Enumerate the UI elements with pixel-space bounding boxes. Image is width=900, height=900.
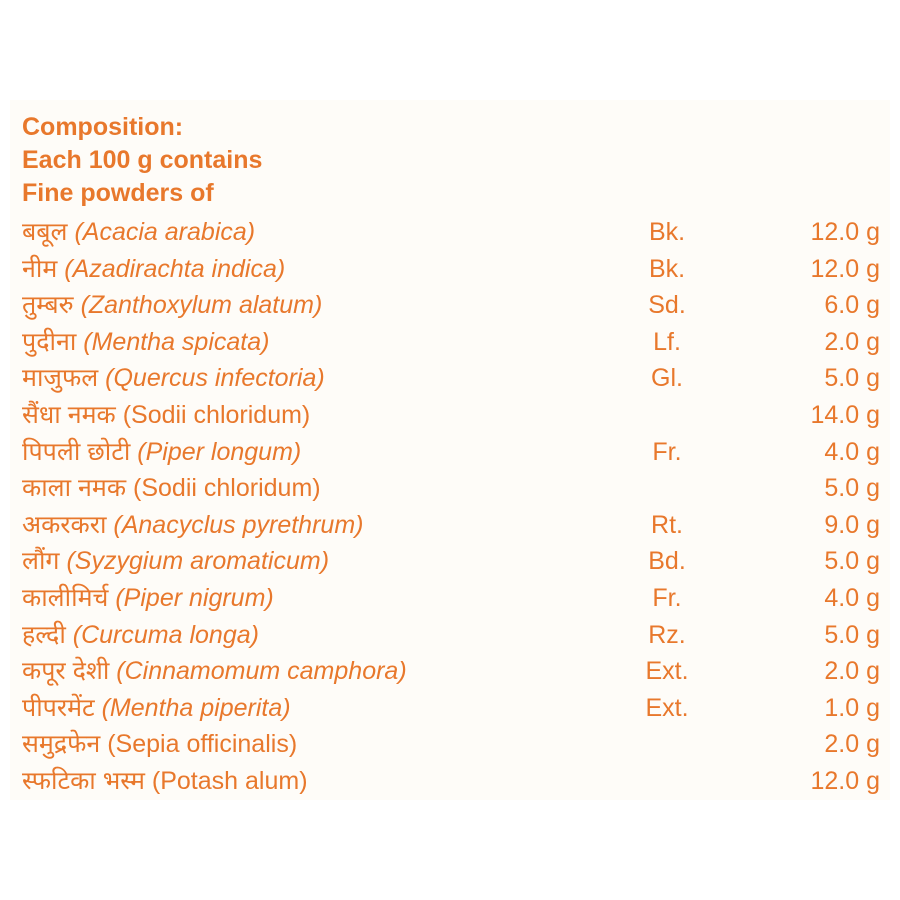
ingredient-latin: (Sepia officinalis) [107,730,298,759]
ingredient-hindi: पीपरमेंट [22,693,95,722]
ingredient-quantity: 12.0 g [810,218,880,246]
ingredient-name [22,507,363,543]
ingredient-quantity: 5.0 g [824,364,880,393]
ingredient-part: Ext. [645,657,689,686]
ingredient-name [22,580,274,616]
ingredient-row [0,324,900,361]
ingredient-part: Bk. [648,254,686,283]
ingredient-quantity: 12.0 g [810,254,880,283]
ingredient-latin: (Syzygium aromaticum) [66,547,330,576]
ingredient-quantity: 2.0 g [824,657,880,686]
ingredient-name [22,763,308,799]
ingredient-hindi: सैंधा नमक [22,400,116,429]
ingredient-quantity: 5.0 g [824,474,880,503]
ingredient-latin: (Anacyclus pyrethrum) [113,510,364,539]
ingredient-row [0,653,900,690]
ingredient-quantity: 4.0 g [824,583,880,612]
ingredient-name [22,726,297,762]
ingredient-quantity: 14.0 g [810,400,880,429]
ingredient-row [0,763,900,800]
ingredient-name [22,324,269,360]
ingredient-hindi: समुद्रफेन [22,730,101,759]
ingredient-quantity: 2.0 g [824,730,880,759]
ingredient-quantity: 5.0 g [824,620,880,649]
ingredient-quantity: 5.0 g [824,547,880,576]
ingredient-row [0,287,900,324]
ingredient-hindi: माजुफल [22,364,99,393]
ingredient-row [0,690,900,727]
ingredient-hindi: काला नमक [22,474,127,503]
ingredient-hindi: नीम [22,254,58,283]
composition-subtitle: Each 100 g contains [22,146,263,174]
ingredient-name [22,214,255,250]
ingredient-latin: (Azadirachta indica) [64,254,286,283]
composition-intro: Fine powders of [22,179,214,207]
ingredient-name [22,360,325,396]
ingredient-hindi: अकरकरा [22,510,107,539]
ingredient-latin: (Sodii chloridum) [133,474,321,503]
ingredient-row [0,251,900,288]
ingredient-hindi: लौंग [22,547,60,576]
ingredient-part: Fr. [652,583,682,612]
ingredient-quantity: 12.0 g [810,766,880,795]
ingredient-latin: (Mentha spicata) [83,327,270,356]
ingredient-latin: (Curcuma longa) [72,620,259,649]
ingredient-part: Bk. [648,218,686,246]
ingredient-list [0,214,900,800]
ingredient-part: Sd. [648,291,686,320]
ingredient-part: Fr. [652,437,682,466]
ingredient-row [0,726,900,763]
ingredient-latin: (Piper nigrum) [115,583,274,612]
ingredient-part: Rz. [648,620,686,649]
ingredient-quantity: 1.0 g [824,693,880,722]
ingredient-latin: (Piper longum) [137,437,302,466]
ingredient-hindi: हल्दी [22,620,66,649]
ingredient-name [22,397,310,433]
ingredient-hindi: कालीमिर्च [22,583,109,612]
ingredient-part: Rt. [651,510,683,539]
ingredient-row [0,434,900,471]
ingredient-hindi: पिपली छोटी [22,437,131,466]
ingredient-latin: (Mentha piperita) [101,693,291,722]
ingredient-name [22,434,301,470]
composition-title: Composition: [22,113,184,141]
ingredient-hindi: कपूर देशी [22,657,110,686]
ingredient-name [22,690,291,726]
ingredient-quantity: 4.0 g [824,437,880,466]
ingredient-name [22,287,322,323]
ingredient-name [22,251,285,287]
ingredient-row [0,543,900,580]
ingredient-hindi: स्फटिका भस्म [22,766,145,795]
ingredient-latin: (Potash alum) [151,766,308,795]
ingredient-name [22,543,329,579]
ingredient-part: Bd. [648,547,686,576]
ingredient-quantity: 6.0 g [824,291,880,320]
ingredient-latin: (Zanthoxylum alatum) [80,291,323,320]
ingredient-latin: (Acacia arabica) [74,218,256,246]
ingredient-row [0,360,900,397]
ingredient-row [0,214,900,251]
ingredient-quantity: 9.0 g [824,510,880,539]
ingredient-part: Ext. [645,693,689,722]
ingredient-hindi: तुम्बरु [22,291,74,320]
ingredient-row [0,617,900,654]
ingredient-quantity: 2.0 g [824,327,880,356]
ingredient-part: Lf. [653,327,681,356]
ingredient-name [22,470,321,506]
ingredient-row [0,397,900,434]
ingredient-latin: (Quercus infectoria) [105,364,325,393]
ingredient-row [0,580,900,617]
ingredient-name [22,617,259,653]
ingredient-name [22,653,407,689]
ingredient-row [0,507,900,544]
ingredient-latin: (Cinnamomum camphora) [116,657,407,686]
ingredient-hindi: बबूल [22,218,68,246]
ingredient-latin: (Sodii chloridum) [122,400,311,429]
ingredient-part: Gl. [651,364,683,393]
ingredient-row [0,470,900,507]
ingredient-hindi: पुदीना [22,327,77,356]
